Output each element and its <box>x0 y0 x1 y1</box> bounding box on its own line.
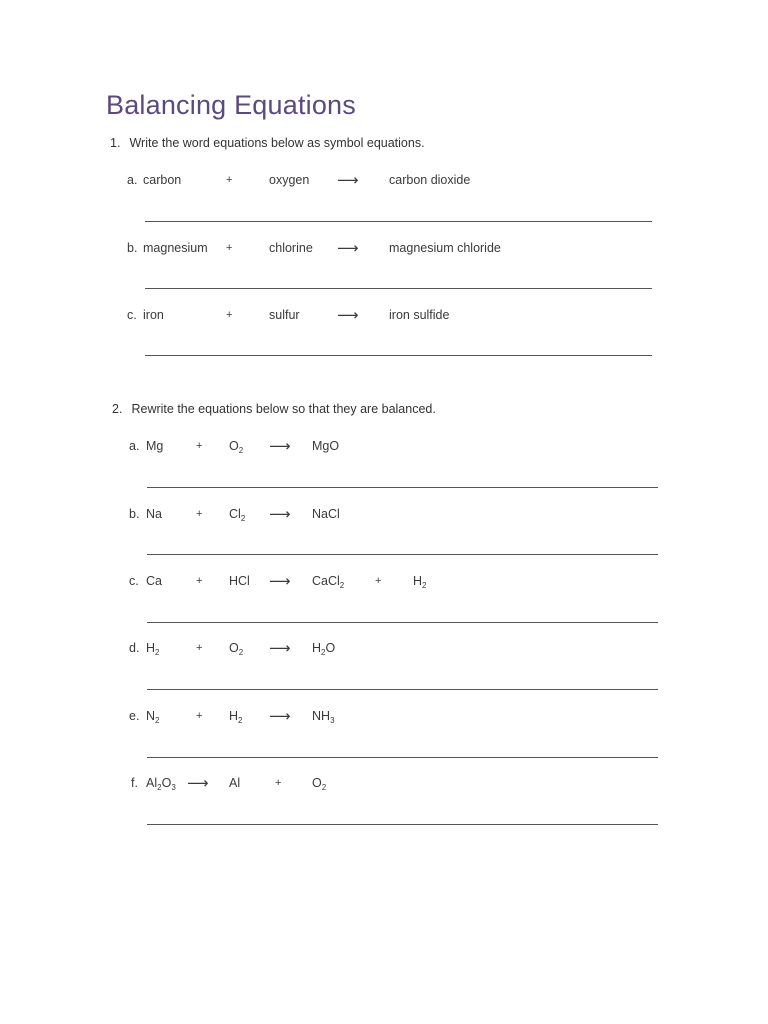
subscript: 2 <box>238 716 243 725</box>
formula-term: NaCl <box>312 507 340 521</box>
plus-sign: + <box>196 710 203 722</box>
q2-item-f <box>131 776 651 796</box>
element: O <box>229 641 239 655</box>
element: Cl <box>229 507 241 521</box>
formula-term: MgO <box>312 439 340 453</box>
element: O <box>161 776 172 790</box>
item-letter: a. <box>127 173 138 187</box>
reactant-2: oxygen <box>269 173 310 187</box>
plus-sign: + <box>196 575 203 587</box>
formula-term <box>229 439 243 455</box>
subscript: 2 <box>238 648 244 657</box>
arrow-icon: ⟶ <box>269 708 291 725</box>
plus-sign: + <box>196 642 203 654</box>
answer-line[interactable] <box>147 622 658 623</box>
element: NH <box>312 709 331 723</box>
item-letter: e. <box>129 709 140 723</box>
answer-line[interactable] <box>145 355 652 356</box>
subscript: 2 <box>422 581 427 590</box>
subscript: 2 <box>240 514 246 523</box>
question-number: 2. <box>112 402 123 416</box>
q2-item-b <box>129 507 649 527</box>
q2-item-e <box>129 709 649 729</box>
formula-term <box>312 776 326 792</box>
element: O <box>325 641 336 655</box>
answer-line[interactable] <box>147 824 658 825</box>
answer-line[interactable] <box>147 757 658 758</box>
product: magnesium chloride <box>389 241 501 255</box>
q2-item-c <box>129 574 649 594</box>
formula-term: HCl <box>229 574 250 588</box>
reactant-2: sulfur <box>269 308 300 322</box>
formula-term: Mg <box>146 439 164 453</box>
subscript: 2 <box>155 716 160 725</box>
element: Al <box>146 776 158 790</box>
arrow-icon: ⟶ <box>337 307 359 324</box>
formula-term <box>146 776 176 792</box>
reactant-2: chlorine <box>269 241 313 255</box>
answer-line[interactable] <box>145 288 652 289</box>
answer-line[interactable] <box>147 554 658 555</box>
answer-line[interactable] <box>145 221 652 222</box>
arrow-icon: ⟶ <box>269 438 291 455</box>
answer-line[interactable] <box>147 487 658 488</box>
element: O <box>229 439 239 453</box>
page-title: Balancing Equations <box>106 90 356 120</box>
subscript: 2 <box>321 648 326 657</box>
q2-item-a <box>129 439 649 459</box>
item-letter: d. <box>129 641 140 655</box>
formula-term <box>229 709 242 725</box>
element: H <box>413 574 423 588</box>
item-letter: b. <box>129 507 140 521</box>
subscript: 2 <box>238 446 244 455</box>
question-prompt: Write the word equations below as symbol equations. <box>129 136 425 150</box>
formula-term <box>146 641 159 657</box>
subscript: 2 <box>157 783 162 792</box>
plus-sign: + <box>196 440 203 452</box>
subscript: 2 <box>155 648 160 657</box>
plus-sign: + <box>275 777 282 789</box>
product: iron sulfide <box>389 308 450 322</box>
question-2 <box>112 402 436 416</box>
plus-sign: + <box>226 174 233 186</box>
arrow-icon: ⟶ <box>269 640 291 657</box>
question-prompt: Rewrite the equations below so that they are balanced. <box>131 402 436 416</box>
plus-sign: + <box>375 575 382 587</box>
item-letter: b. <box>127 241 138 255</box>
arrow-icon: ⟶ <box>337 172 359 189</box>
element: N <box>146 709 156 723</box>
formula-term <box>229 641 243 657</box>
subscript: 3 <box>330 716 335 725</box>
formula-term <box>312 709 335 725</box>
formula-term <box>146 709 159 725</box>
element: H <box>229 709 239 723</box>
question-number: 1. <box>110 136 121 150</box>
arrow-icon: ⟶ <box>269 573 291 590</box>
formula-term <box>413 574 426 590</box>
subscript: 3 <box>171 783 176 792</box>
plus-sign: + <box>196 508 203 520</box>
arrow-icon: ⟶ <box>337 240 359 257</box>
arrow-icon: ⟶ <box>187 775 209 792</box>
formula-term: Na <box>146 507 162 521</box>
q2-item-d <box>129 641 649 661</box>
formula-term <box>229 507 245 523</box>
q1-item-c <box>127 308 647 328</box>
element: H <box>146 641 156 655</box>
plus-sign: + <box>226 242 233 254</box>
subscript: 2 <box>321 783 327 792</box>
item-letter: f. <box>131 776 138 790</box>
formula-term: Ca <box>146 574 162 588</box>
element: O <box>312 776 322 790</box>
subscript: 2 <box>339 581 345 590</box>
answer-line[interactable] <box>147 689 658 690</box>
element: CaCl <box>312 574 340 588</box>
arrow-icon: ⟶ <box>269 506 291 523</box>
q1-item-b <box>127 241 647 261</box>
item-letter: a. <box>129 439 140 453</box>
formula-term <box>312 574 344 590</box>
item-letter: c. <box>127 308 137 322</box>
element: H <box>312 641 322 655</box>
formula-term: Al <box>229 776 241 790</box>
reactant-1: magnesium <box>143 241 208 255</box>
q1-item-a <box>127 173 647 193</box>
plus-sign: + <box>226 309 233 321</box>
item-letter: c. <box>129 574 139 588</box>
reactant-1: iron <box>143 308 164 322</box>
reactant-1: carbon <box>143 173 182 187</box>
formula-term <box>312 641 335 657</box>
question-1 <box>110 136 425 150</box>
product: carbon dioxide <box>389 173 471 187</box>
